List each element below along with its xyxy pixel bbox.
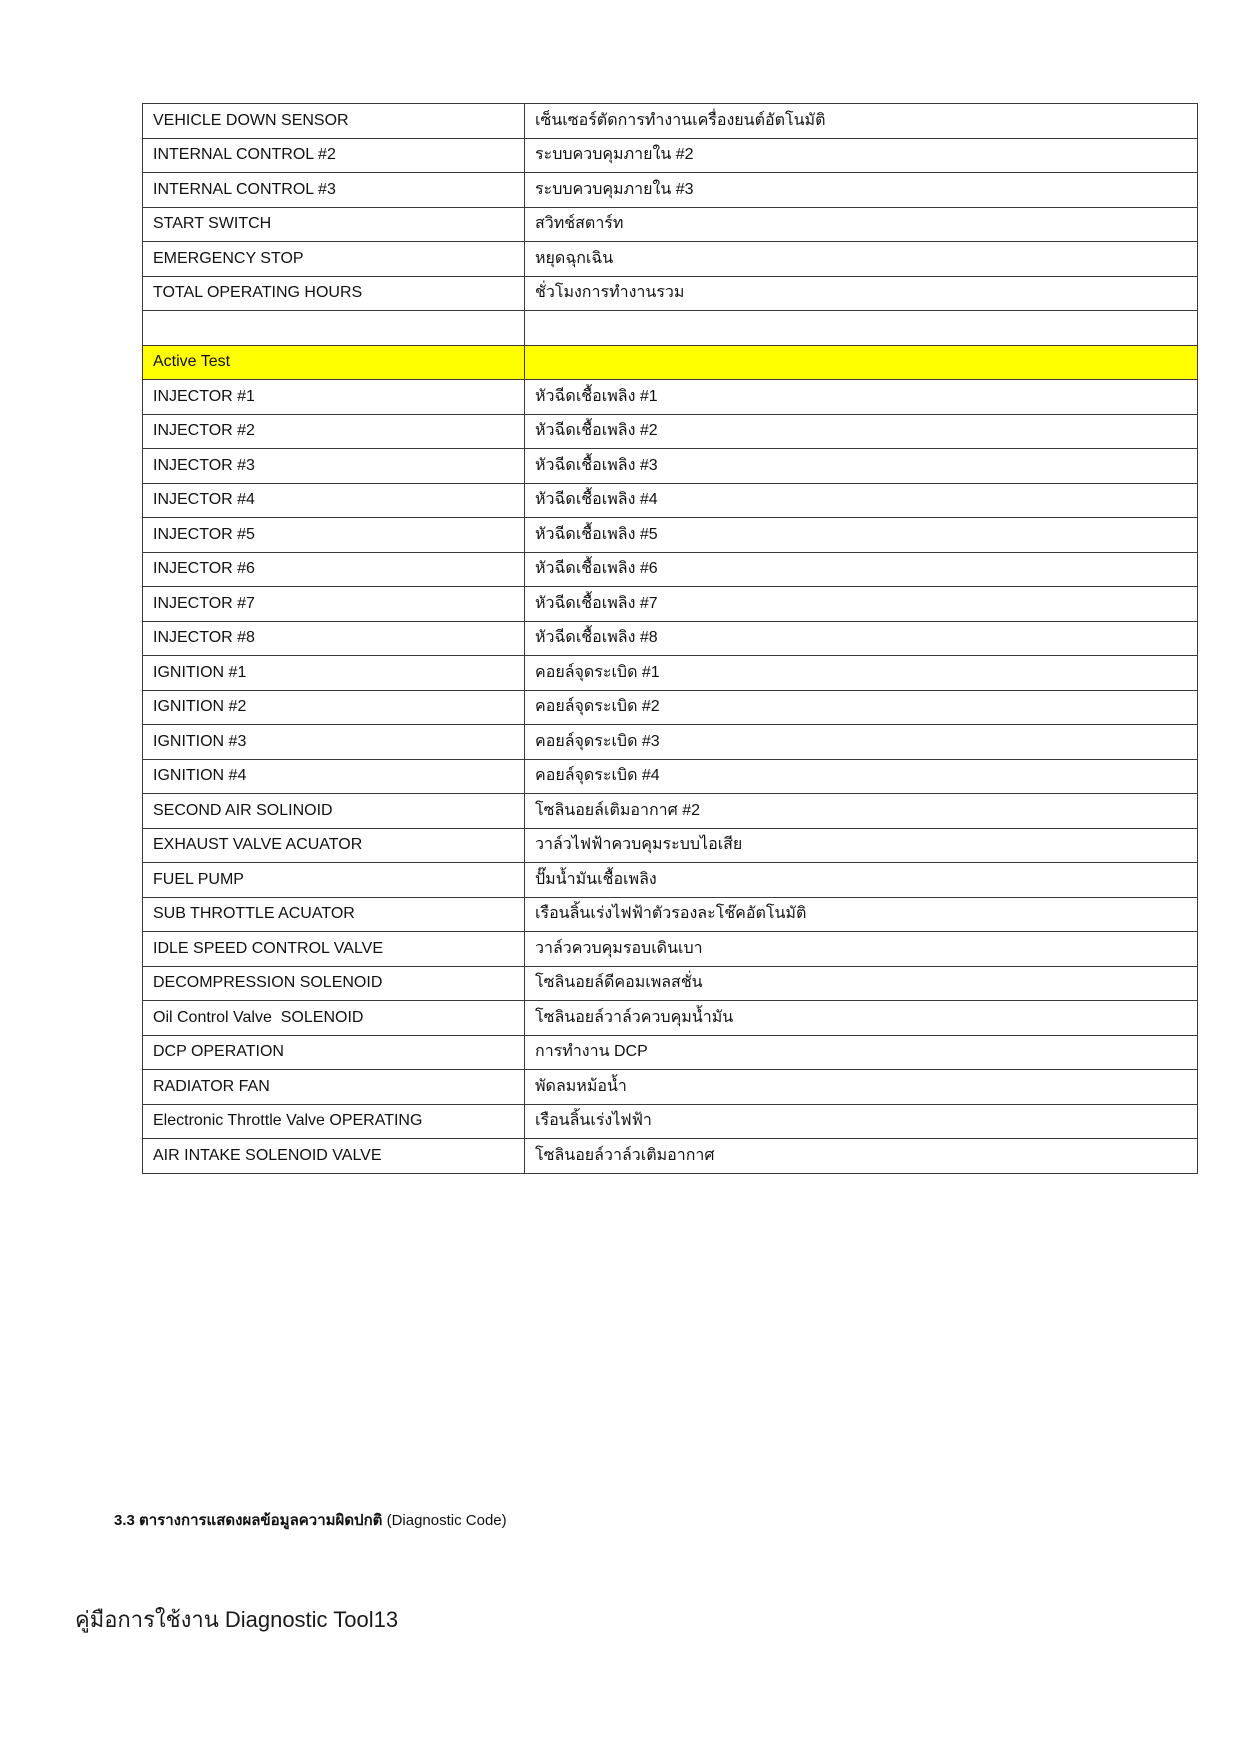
cell-thai: โซลินอยล์วาล์วเติมอากาศ: [525, 1139, 1198, 1174]
table-row: [143, 552, 1198, 587]
cell-thai: คอยล์จุดระเบิด #2: [525, 690, 1198, 725]
cell-thai: เรือนลิ้นเร่งไฟฟ้าตัวรองละโช๊คอัตโนมัติ: [525, 897, 1198, 932]
table-row: [143, 449, 1198, 484]
cell-thai: วาล์วไฟฟ้าควบคุมระบบไอเสีย: [525, 828, 1198, 863]
section-heading-english: (Diagnostic Code): [386, 1512, 507, 1529]
cell-thai: คอยล์จุดระเบิด #1: [525, 656, 1198, 691]
cell-thai: โซลินอยล์วาล์วควบคุมน้ำมัน: [525, 1001, 1198, 1036]
table-row: [143, 1035, 1198, 1070]
table-row: [143, 1139, 1198, 1174]
cell-english: TOTAL OPERATING HOURS: [143, 276, 525, 311]
table-row: [143, 380, 1198, 415]
cell-thai: เซ็นเซอร์ตัดการทำงานเครื่องยนต์อัตโนมัติ: [525, 104, 1198, 139]
table-row: [143, 759, 1198, 794]
cell-english: Electronic Throttle Valve OPERATING: [143, 1104, 525, 1139]
section-heading-thai: 3.3 ตารางการแสดงผลข้อมูลความผิดปกติ: [114, 1512, 383, 1529]
table-row: [143, 518, 1198, 553]
table-row: [143, 690, 1198, 725]
cell-english: INJECTOR #3: [143, 449, 525, 484]
section-heading: [114, 1508, 507, 1532]
cell-thai: เรือนลิ้นเร่งไฟฟ้า: [525, 1104, 1198, 1139]
cell-english: Oil Control Valve SOLENOID: [143, 1001, 525, 1036]
cell-thai: การทำงาน DCP: [525, 1035, 1198, 1070]
cell-thai: โซลินอยล์เติมอากาศ #2: [525, 794, 1198, 829]
cell-english: INTERNAL CONTROL #2: [143, 138, 525, 173]
cell-english: INTERNAL CONTROL #3: [143, 173, 525, 208]
parameter-table: [142, 103, 1198, 1174]
cell-english: DCP OPERATION: [143, 1035, 525, 1070]
cell-thai: หัวฉีดเชื้อเพลิง #8: [525, 621, 1198, 656]
cell-english: INJECTOR #8: [143, 621, 525, 656]
cell-thai: ระบบควบคุมภายใน #2: [525, 138, 1198, 173]
cell-thai: ระบบควบคุมภายใน #3: [525, 173, 1198, 208]
cell-english: AIR INTAKE SOLENOID VALVE: [143, 1139, 525, 1174]
cell-thai: หัวฉีดเชื้อเพลิง #4: [525, 483, 1198, 518]
cell-thai: คอยล์จุดระเบิด #3: [525, 725, 1198, 760]
table-row: [143, 863, 1198, 898]
table-row: [143, 587, 1198, 622]
cell-thai: พัดลมหม้อน้ำ: [525, 1070, 1198, 1105]
empty-row: [143, 311, 1198, 346]
cell-thai: หัวฉีดเชื้อเพลิง #1: [525, 380, 1198, 415]
table-row: [143, 138, 1198, 173]
cell-english: INJECTOR #2: [143, 414, 525, 449]
cell-thai: ชั่วโมงการทำงานรวม: [525, 276, 1198, 311]
table-row: [143, 276, 1198, 311]
cell-english: VEHICLE DOWN SENSOR: [143, 104, 525, 139]
cell-thai: หยุดฉุกเฉิน: [525, 242, 1198, 277]
table-row: [143, 414, 1198, 449]
table-row: [143, 483, 1198, 518]
cell-english: EXHAUST VALVE ACUATOR: [143, 828, 525, 863]
cell-english: INJECTOR #7: [143, 587, 525, 622]
cell-thai: หัวฉีดเชื้อเพลิง #5: [525, 518, 1198, 553]
cell-english: SECOND AIR SOLINOID: [143, 794, 525, 829]
cell-thai: หัวฉีดเชื้อเพลิง #3: [525, 449, 1198, 484]
cell-english: FUEL PUMP: [143, 863, 525, 898]
cell-english: RADIATOR FAN: [143, 1070, 525, 1105]
cell-thai: หัวฉีดเชื้อเพลิง #7: [525, 587, 1198, 622]
table-row: [143, 173, 1198, 208]
table-row: [143, 1001, 1198, 1036]
cell-english: INJECTOR #5: [143, 518, 525, 553]
cell-thai: หัวฉีดเชื้อเพลิง #2: [525, 414, 1198, 449]
cell-english: IGNITION #2: [143, 690, 525, 725]
table-row: [143, 1070, 1198, 1105]
cell-english: INJECTOR #6: [143, 552, 525, 587]
table-row: [143, 242, 1198, 277]
cell-english: IGNITION #3: [143, 725, 525, 760]
table-row: [143, 621, 1198, 656]
cell-english: INJECTOR #1: [143, 380, 525, 415]
active-test-header-row: [143, 345, 1198, 380]
cell-thai: [525, 345, 1198, 380]
table-row: [143, 932, 1198, 967]
table-row: [143, 656, 1198, 691]
cell-english: IGNITION #4: [143, 759, 525, 794]
cell-english: INJECTOR #4: [143, 483, 525, 518]
cell-thai: หัวฉีดเชื้อเพลิง #6: [525, 552, 1198, 587]
cell-thai: [525, 311, 1198, 346]
table-row: [143, 207, 1198, 242]
cell-thai: สวิทช์สตาร์ท: [525, 207, 1198, 242]
table-row: [143, 966, 1198, 1001]
cell-thai: วาล์วควบคุมรอบเดินเบา: [525, 932, 1198, 967]
table-row: [143, 104, 1198, 139]
table-row: [143, 1104, 1198, 1139]
page-footer: คู่มือการใช้งาน Diagnostic Tool13: [75, 1607, 399, 1632]
cell-thai: ปั๊มน้ำมันเชื้อเพลิง: [525, 863, 1198, 898]
table-row: [143, 725, 1198, 760]
cell-english: IGNITION #1: [143, 656, 525, 691]
active-test-label: Active Test: [143, 345, 525, 380]
cell-english: SUB THROTTLE ACUATOR: [143, 897, 525, 932]
cell-thai: โซลินอยล์ดีคอมเพลสชั่น: [525, 966, 1198, 1001]
table-row: [143, 828, 1198, 863]
cell-english: [143, 311, 525, 346]
cell-thai: คอยล์จุดระเบิด #4: [525, 759, 1198, 794]
table-row: [143, 897, 1198, 932]
table-row: [143, 794, 1198, 829]
cell-english: DECOMPRESSION SOLENOID: [143, 966, 525, 1001]
cell-english: IDLE SPEED CONTROL VALVE: [143, 932, 525, 967]
cell-english: START SWITCH: [143, 207, 525, 242]
cell-english: EMERGENCY STOP: [143, 242, 525, 277]
